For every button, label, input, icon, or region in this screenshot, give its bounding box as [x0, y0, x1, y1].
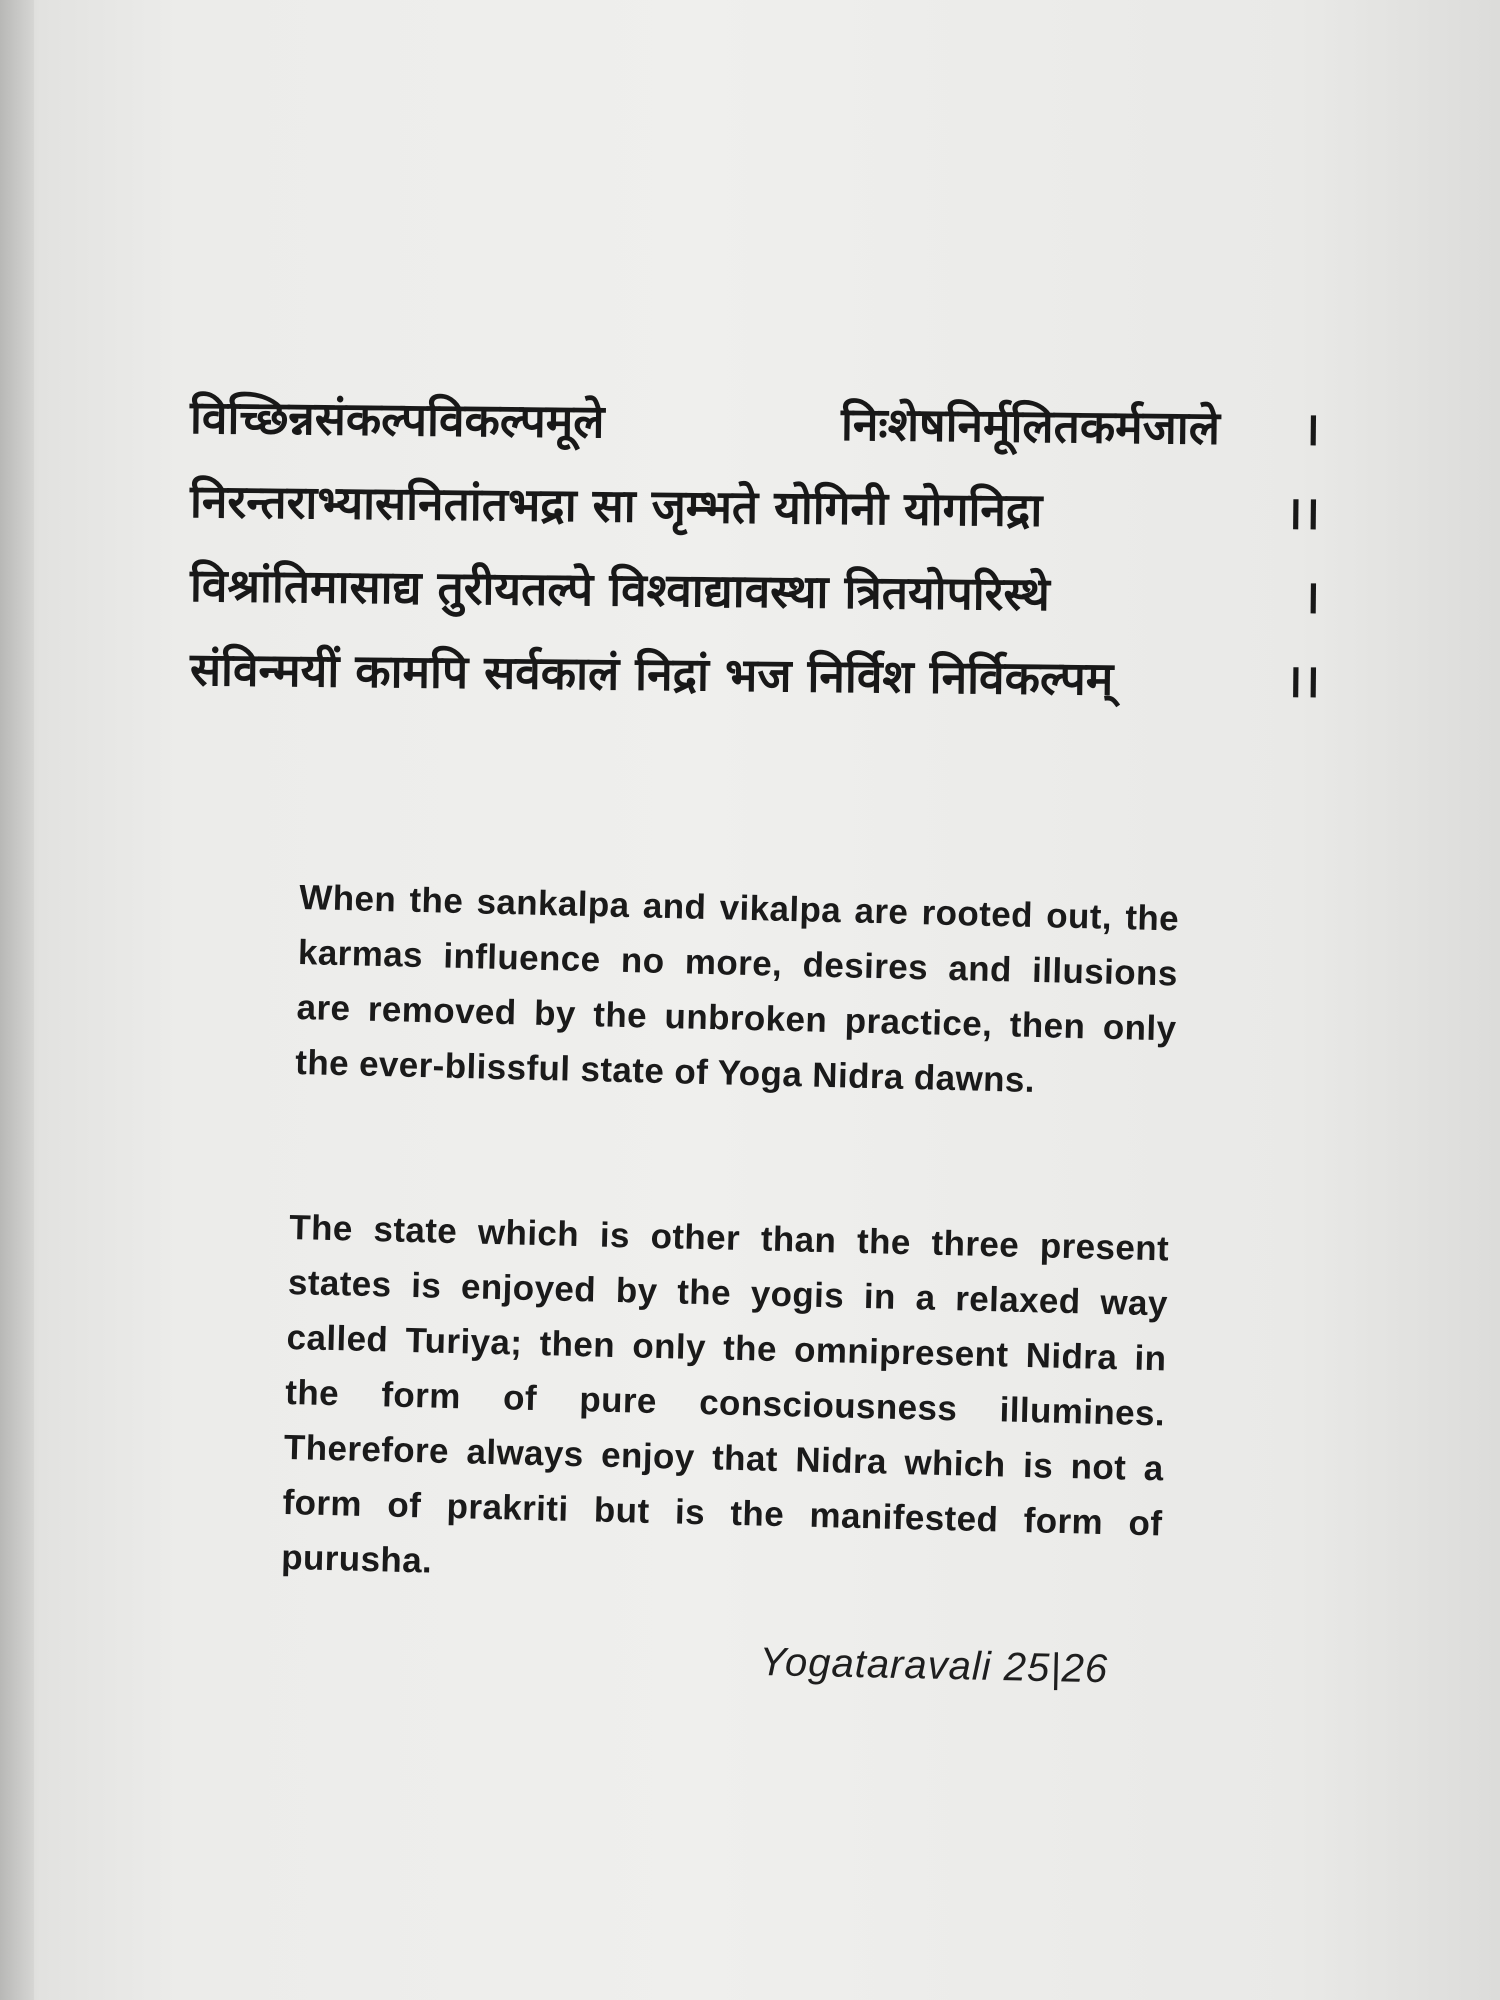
verse-line-1-danda: । — [1302, 401, 1321, 456]
verse-line-1 — [190, 375, 1321, 471]
source-citation: Yogataravali 25|26 — [759, 1640, 1109, 1692]
sanskrit-verse — [190, 375, 1320, 711]
translation-paragraph-2: The state which is other than the three present states is enjoyed by the yogis in a relaxed way called Turiya; then only the omnipresent Nidra in the form of pure consciousness illumines. Therefore always enjoy that Nidra which is not a form of prakriti but is the manifested form of purusha. — [280, 1207, 1170, 1581]
verse-line-1-right: निःशेषनिर्मूलितकर्मजाले — [840, 396, 1221, 455]
verse-line-2 — [190, 459, 1321, 555]
verse-line-4-text: संविन्मयीं कामपि सर्वकालं निद्रां भज निर्विश निर्विकल्पम् — [189, 642, 1114, 706]
verse-line-2-danda: ।। — [1284, 485, 1321, 540]
verse-line-4-danda: ।। — [1284, 653, 1321, 708]
verse-line-3 — [190, 543, 1321, 639]
verse-line-3-text: विश्रांतिमासाद्य तुरीयतल्पे विश्वाद्यावस्था त्रितयोपरिस्थे — [189, 558, 1051, 622]
verse-line-4 — [190, 627, 1321, 723]
verse-line-1-left: विच्छिन्नसंकल्पविकल्पमूले — [189, 390, 605, 449]
verse-line-2-text: निरन्तराभ्यासनितांतभद्रा सा जृम्भते योगिनी योगनिद्रा — [189, 474, 1043, 537]
translation-paragraph-1: When the sankalpa and vikalpa are rooted out, the karmas influence no more, desires and illusions are removed by the unbroken practice, then only the ever-blissful state of Yoga Nidra dawns. — [294, 877, 1180, 1101]
verse-line-3-danda: । — [1302, 569, 1321, 624]
